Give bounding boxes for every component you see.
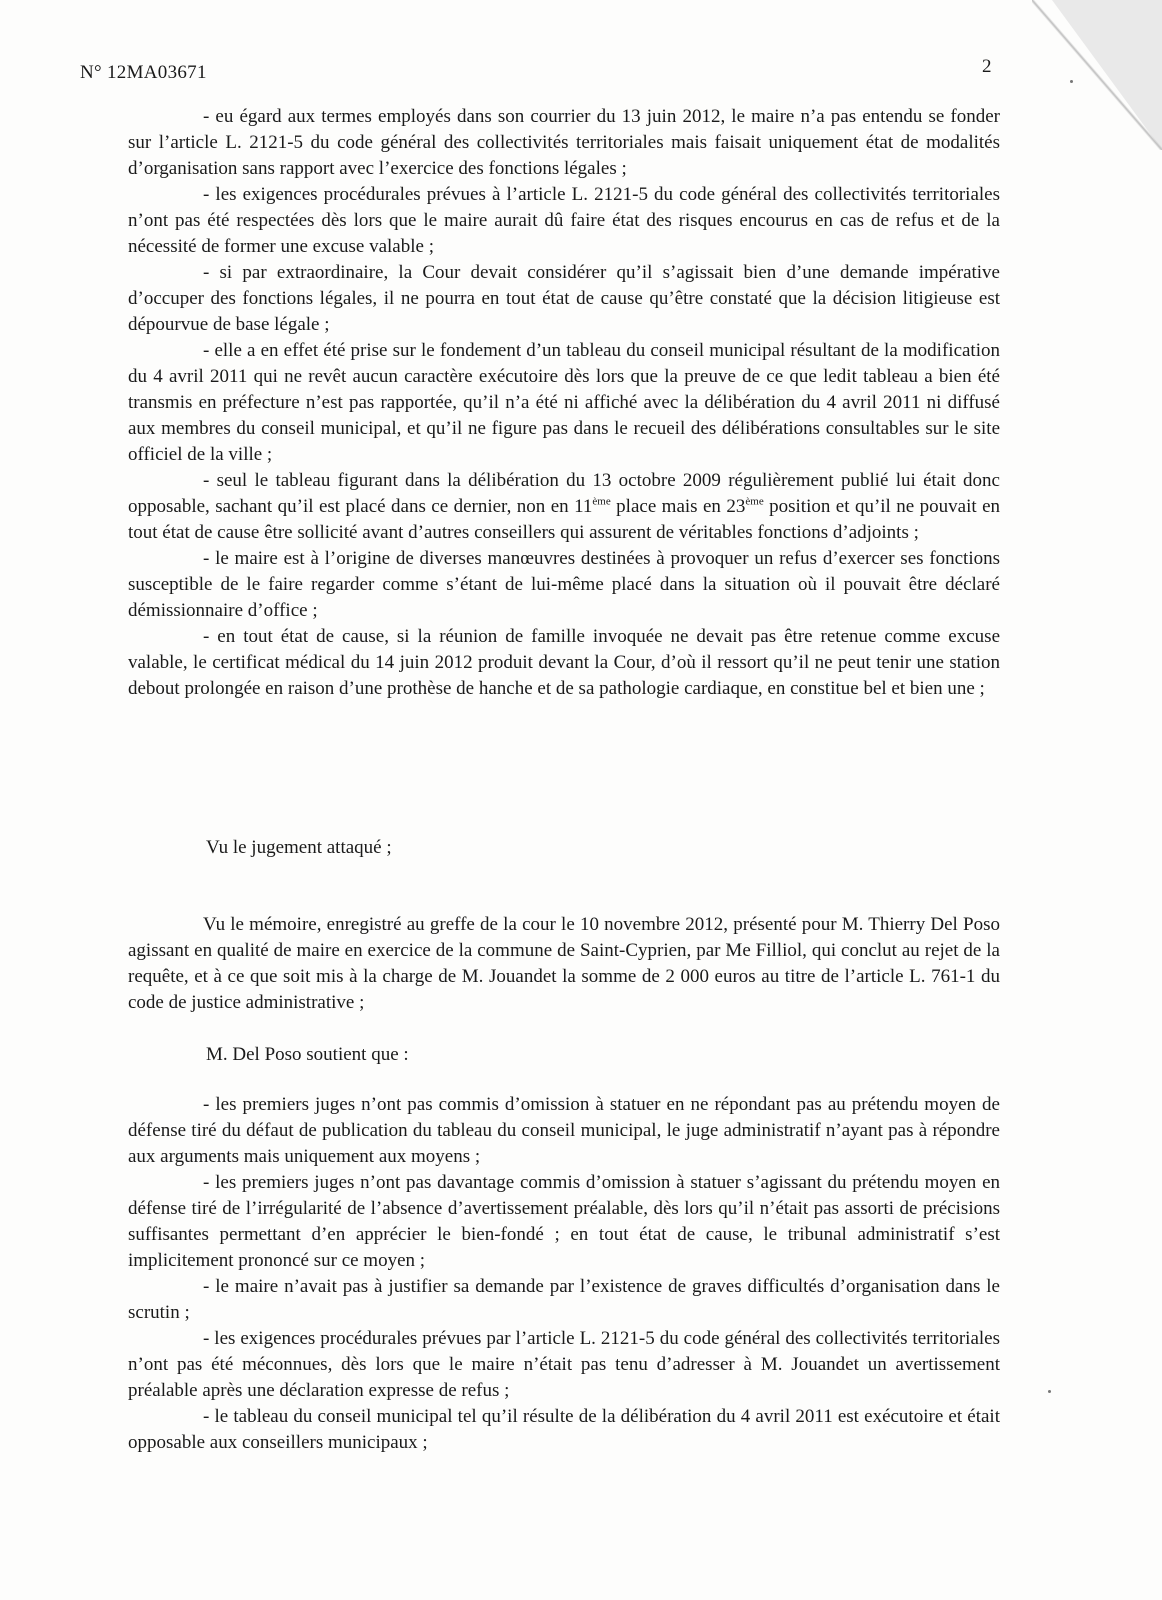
rank-text-1: - seul le tableau figurant dans la délibération du 13 octobre 2009 régulièrement publié lui était donc opposable, sachant qu’il est placé dans ce dernier, non en 11 (128, 470, 1000, 517)
argument-paragraph: - le maire n’avait pas à justifier sa demande par l’existence de graves difficultés d’organisation dans le scrutin ; (128, 1276, 1000, 1323)
argument-paragraph: - le tableau du conseil municipal tel qu’il résulte de la délibération du 4 avril 2011 est exécutoire et était opposable aux conseillers municipaux ; (128, 1406, 1000, 1453)
scan-speck (1070, 80, 1073, 83)
argument-paragraph: - les exigences procédurales prévues à l’article L. 2121-5 du code général des collectivités territoriales n’ont pas été respectées dès lors que le maire aurait dû faire état des risques encourus en cas de refus et de la nécessité de former une excuse valable ; (128, 184, 1000, 257)
argument-paragraph: - elle a en effet été prise sur le fondement d’un tableau du conseil municipal résultant de la modification du 4 avril 2011 qui ne revêt aucun caractère exécutoire dès lors que la preuve de ce que ledit tableau a bien été transmis en préfecture n’est pas rapportée, qu’il n’a été ni affiché avec la délibération du 4 avril 2011 ni diffusé aux membres du conseil municipal, et qu’il ne figure pas dans le recueil des délibérations consultables sur le site officiel de la ville ; (128, 340, 1000, 465)
argument-paragraph-rank (128, 468, 1000, 546)
rank-superscript-1: ème (592, 495, 611, 508)
argument-paragraph: - le maire est à l’origine de diverses manœuvres destinées à provoquer un refus d’exercer ses fonctions susceptible de le faire regarder comme s’étant de lui-même placé dans la situation où il pouvait être déclaré démissionnaire d’office ; (128, 548, 1000, 621)
rank-text-3: position et qu’il ne pouvait en tout état de cause être sollicité avant d’autres conseillers qui assurent de véritables fonctions d’adjoints ; (128, 496, 1000, 543)
mayor-arguments (128, 1092, 1000, 1456)
argument-paragraph: - eu égard aux termes employés dans son courrier du 13 juin 2012, le maire n’a pas entendu se fonder sur l’article L. 2121-5 du code général des collectivités territoriales mais faisait uniquement état de modalités d’organisation sans rapport avec l’exercice des fonctions légales ; (128, 106, 1000, 179)
rank-superscript-2: ème (745, 495, 764, 508)
rank-text-2: place mais en 23 (610, 496, 746, 517)
document-number: N° 12MA03671 (80, 62, 207, 83)
appellant-arguments (128, 104, 1000, 702)
memoire-paragraph: Vu le mémoire, enregistré au greffe de la cour le 10 novembre 2012, présenté pour M. Thierry Del Poso agissant en qualité de maire en exercice de la commune de Saint-Cyprien, par Me Filliol, qui conclut au rejet de la requête, et à ce que soit mis à la charge de M. Jouandet la somme de 2 000 euros au titre de l’article L. 761-1 du code de justice administrative ; (128, 914, 1000, 1013)
argument-paragraph: - les exigences procédurales prévues par l’article L. 2121-5 du code général des collectivités territoriales n’ont pas été méconnues, dès lors que le maire n’était pas tenu d’adresser à M. Jouandet un avertissement préalable après une déclaration expresse de refus ; (128, 1328, 1000, 1401)
vu-jugement: Vu le jugement attaqué ; (206, 837, 392, 858)
scan-speck (1048, 1390, 1051, 1393)
argument-paragraph: - en tout état de cause, si la réunion de famille invoquée ne devait pas être retenue comme excuse valable, le certificat médical du 14 juin 2012 produit devant la Cour, d’où il ressort qu’il ne peut tenir une station debout prolongée en raison d’une prothèse de hanche et de sa pathologie cardiaque, en constitue bel et bien une ; (128, 626, 1000, 699)
argument-paragraph: - les premiers juges n’ont pas commis d’omission à statuer en ne répondant pas au prétendu moyen de défense tiré du défaut de publication du tableau du conseil municipal, le juge administratif n’ayant pas à répondre aux arguments mais uniquement aux moyens ; (128, 1094, 1000, 1167)
argument-paragraph: - les premiers juges n’ont pas davantage commis d’omission à statuer s’agissant du prétendu moyen en défense tiré de l’irrégularité de l’absence d’avertissement préalable, dès lors qu’il n’était pas assorti de précisions suffisantes permettant d’en apprécier le bien-fondé ; en tout état de cause, le tribunal administratif s’est implicitement prononcé sur ce moyen ; (128, 1172, 1000, 1271)
soutient-heading: M. Del Poso soutient que : (206, 1044, 409, 1065)
argument-paragraph: - si par extraordinaire, la Cour devait considérer qu’il s’agissait bien d’une demande impérative d’occuper des fonctions légales, il ne pourra en tout état de cause qu’être constaté que la décision litigieuse est dépourvue de base légale ; (128, 262, 1000, 335)
vu-memoire (128, 912, 1000, 1016)
page-number: 2 (982, 56, 992, 77)
page-corner-crease (1032, 0, 1162, 150)
